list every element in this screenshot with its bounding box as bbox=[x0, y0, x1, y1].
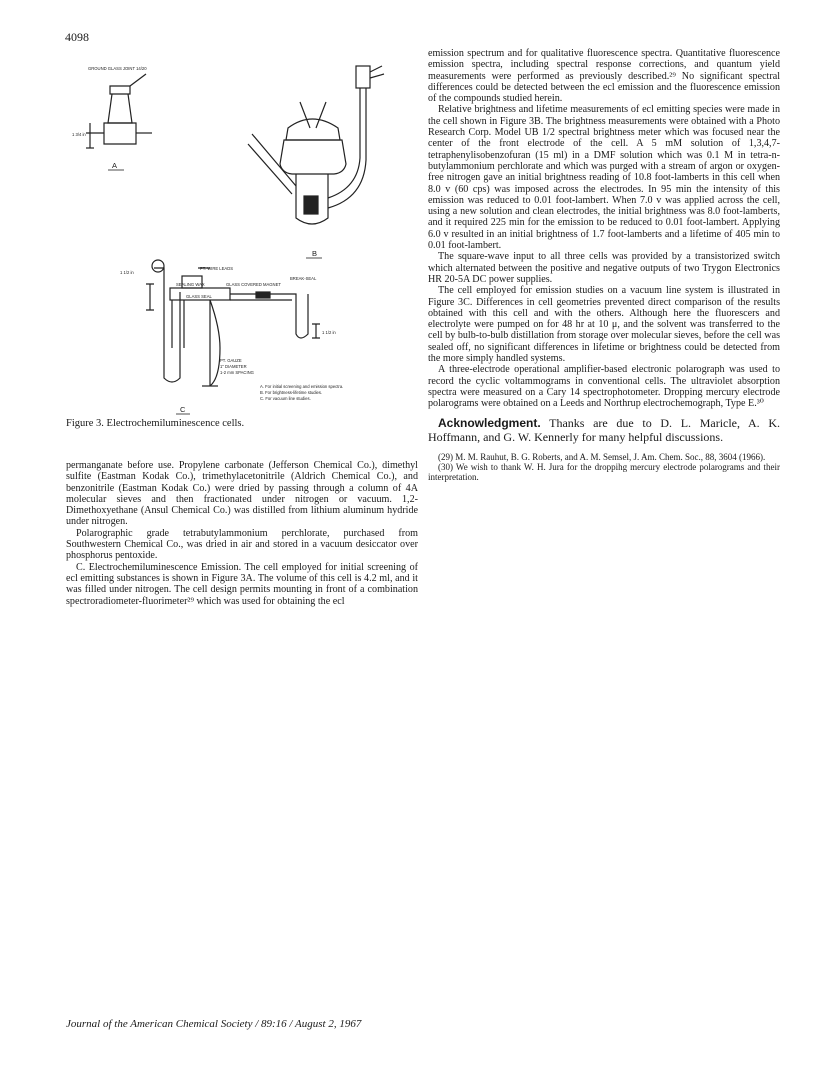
label-glass-covered-magnet: GLASS COVERED MAGNET bbox=[226, 282, 281, 287]
reference-29: (29) M. M. Rauhut, B. G. Roberts, and A. M. Semsel, J. Am. Chem. Soc., 88, 3604 (1966). bbox=[438, 451, 766, 462]
acknowledgment-heading: Acknowledgment. bbox=[438, 415, 541, 430]
panel-label-b: B bbox=[312, 249, 318, 258]
label-dimension-a: 1 3/4 in bbox=[72, 132, 86, 137]
cell-a-drawing bbox=[86, 74, 152, 148]
label-ground-glass-joint: GROUND GLASS JOINT 14/20 bbox=[88, 66, 147, 71]
panel-label-c: C bbox=[180, 405, 186, 414]
figure-3 bbox=[60, 48, 420, 428]
label-spacing: 1-2 mm SPACING bbox=[220, 370, 254, 375]
label-glass-seal: GLASS SEAL bbox=[186, 294, 212, 299]
acknowledgment-text: Thanks are due to D. L. Maricle, A. K. Hoffmann, and G. W. Kennerly for many helpful discussions. bbox=[428, 415, 780, 444]
label-pt-wire-leads: PT. WIRE LEADS bbox=[200, 266, 234, 271]
paragraph: Polarographic grade tetrabutylammonium perchlorate, purchased from Southwestern Chemical Co., was dried in air and stored in a vacuum desiccator over phosphorus pentoxide. bbox=[66, 527, 418, 562]
legend-item-a: A. For initial screening and emission spectra. bbox=[260, 384, 344, 389]
label-pt-gauze: PT. GAUZE bbox=[220, 358, 242, 363]
references bbox=[428, 452, 780, 483]
label-sealing-wax: SEALING WAX bbox=[176, 282, 205, 287]
figure-3-drawing bbox=[60, 48, 420, 418]
right-column bbox=[428, 48, 780, 482]
paragraph: Relative brightness and lifetime measurements of ecl emitting species were made in the cell shown in Figure 3B. The brightness measurements were obtained with a Photo Research Corp. Model UB 1/2 spectral brightness meter which was focused near the center of the front electrode of the cell. A 5 mM solution of 1,3,4,7-tetraphenylisobenzofuran (15 ml) in a DMF solution which was 0.1 M in tetra-n-butylammonium perchlorate and which was purged with a stream of argon or oxygen-free nitrogen gave an initial brightness reading of 10.8 foot-lamberts in this cell when 8.0 v (60 cps) was imposed across the electrodes. In 95 min the intensity of this emission was reduced to 0.01 foot-lambert. When 7.0 v was applied across the cell, using a new solution and clean electrodes, the initial brightness was 8.0 foot-lamberts, and it required 225 min for the emission to be reduced to 0.01 foot-lambert. Applying 6.0 v resulted in an initial brightness of 1.7 foot-lamberts and a lifetime of 405 min to 0.01 foot-lambert. bbox=[428, 104, 780, 252]
reference-30: (30) We wish to thank W. H. Jura for the droppihg mercury electrode polarograms and their interpretation. bbox=[428, 461, 780, 483]
paragraph: The cell employed for emission studies on a vacuum line system is illustrated in Figure 3C. Differences in cell geometries prevented direct comparison of the results obtained with this cell and with the others. Although here the fluorescers and electrolyte were pumped on for 48 hr at 10 μ, and the solvent was transferred to the cell by bulb-to-bulb distillation from storage over molecular sieves, before the cell was sealed off, no significant differences in lifetime or brightness could be detected from the more simply handled systems. bbox=[428, 285, 780, 365]
paragraph: C. Electrochemiluminescence Emission. The cell employed for initial screening of ecl emitting substances is shown in Figure 3A. The volume of this cell is 4.2 ml, and it was filled under nitrogen. The cell design permits mounting in front of a combination spectroradiometer-fluorimeter²⁹ which was used for obtaining the ecl bbox=[66, 561, 418, 607]
paragraph: The square-wave input to all three cells was provided by a transistorized switch which alternated between the positive and negative outputs of two Trygon Electronics HR 20-5A DC power supplies. bbox=[428, 251, 780, 285]
left-column bbox=[66, 460, 418, 607]
paragraph: permanganate before use. Propylene carbonate (Jefferson Chemical Co.), dimethyl sulfite (Eastman Kodak Co.), trimethylacetonitrile (Aldrich Chemical Co.), and benzonitrile (Eastman Kodak Co.) were dried by passing through a column of 4A molecular sieves and then fractionated under nitrogen or vacuum. 1,2-Dimethoxyethane (Ansul Chemical Co.) was distilled from lithium aluminum hydride under nitrogen. bbox=[66, 460, 418, 528]
label-dimension-c-left: 1 1/2 in bbox=[120, 270, 134, 275]
legend-item-c: C. For vacuum line studies. bbox=[260, 396, 311, 401]
acknowledgment bbox=[428, 416, 780, 444]
paragraph: A three-electrode operational amplifier-based electronic polarograph was used to record the cyclic voltammograms in conventional cells. The ultraviolet absorption spectra were measured on a Cary 14 spectrophotometer. Dropping mercury electrode polarograms were obtained on a Leeds and Northrup electrochemograph, Type E.³⁰ bbox=[428, 364, 780, 410]
legend-item-b: B. For brightness-lifetime studies. bbox=[260, 390, 323, 395]
panel-label-a: A bbox=[112, 161, 118, 170]
label-break-seal: BREAK-SEAL bbox=[290, 276, 317, 281]
label-diameter: 1" DIAMETER bbox=[220, 364, 247, 369]
page-number: 4098 bbox=[65, 30, 89, 44]
figure-caption: Figure 3. Electrochemiluminescence cells. bbox=[66, 418, 245, 429]
label-dimension-c-right: 1 1/2 in bbox=[322, 330, 336, 335]
journal-footer: Journal of the American Chemical Society / 89:16 / August 2, 1967 bbox=[66, 1018, 362, 1030]
cell-b-drawing bbox=[248, 66, 384, 224]
paragraph: emission spectrum and for qualitative fluorescence spectra. Quantitative fluorescence emission spectra, including spectral response corrections, and quantum yield measurements were performed as previously described.²⁹ No significant spectral differences could be detected between the ecl emission and the fluorescence emission of the compounds studied herein. bbox=[428, 48, 780, 105]
